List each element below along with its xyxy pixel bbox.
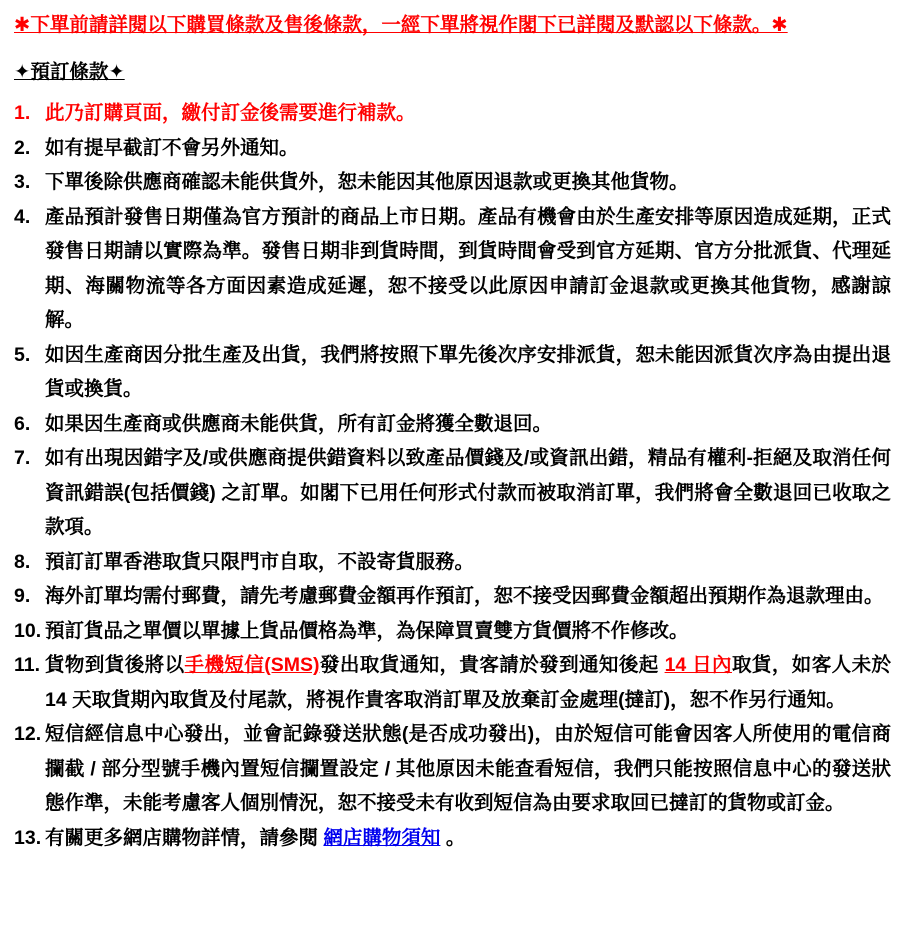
term-text: 貨物到貨後將以 (45, 654, 185, 676)
term-text: 如果因生產商或供應商未能供貨，所有訂金將獲全數退回。 (45, 412, 553, 435)
term-number: 11. (14, 654, 41, 676)
term-number: 1. (14, 102, 31, 124)
term-item (14, 165, 891, 200)
term-text: 海外訂單均需付郵費，請先考慮郵費金額再作預訂，恕不接受因郵費金額超出預期作為退款理由。 (45, 585, 884, 607)
term-text: 此乃訂購頁面，繳付訂金後需要進行補款。 (45, 102, 416, 124)
term-text: 下單後除供應商確認未能供貨外，恕未能因其他原因退款或更換其他貨物。 (45, 171, 689, 193)
term-item (14, 614, 891, 649)
term-text: 如有提早截訂不會另外通知。 (45, 136, 299, 159)
term-number: 6. (14, 412, 31, 435)
term-number: 10. (14, 619, 42, 642)
term-item (14, 200, 891, 338)
term-number: 3. (14, 171, 31, 193)
term-text: 預訂訂單香港取貨只限門市自取，不設寄貨服務。 (45, 550, 475, 573)
term-text: 產品預計發售日期僅為官方預計的商品上市日期。產品有機會由於生產安排等原因造成延期，正式發售日期請以實際為準。發售日期非到貨時間，到貨時間會受到官方延期、官方分批派貨、代理延期、海關物流等各方面因素造成延遲，恕不接受以此原因申請訂金退款或更換其他貨物，感謝諒解。 (45, 205, 891, 331)
term-text: 如有出現因錯字及/或供應商提供錯資料以致產品價錢及/或資訊出錯，精品有權利-拒絕及取消任何資訊錯誤(包括價錢) 之訂單。如閣下已用任何形式付款而被取消訂單，我們將會全數退回已收取之款項。 (45, 447, 891, 538)
red-underline-highlight: 14 日內 (664, 654, 732, 676)
term-text: 。 (440, 826, 466, 849)
term-item (14, 131, 891, 166)
term-number: 5. (14, 343, 31, 366)
term-number: 13. (14, 826, 42, 849)
term-item (14, 96, 891, 131)
section-title: ✦預訂條款✦ (14, 61, 125, 83)
term-text: 發出取貨通知，貴客請於發到通知後起 (319, 654, 665, 676)
term-text: 取貨，如客人未於 14 天取貨期內取貨及付尾款，將視作貴客取消訂單及放棄訂金處理(撻訂)，恕不作另行通知。 (45, 654, 891, 711)
term-text: 如因生產商因分批生產及出貨，我們將按照下單先後次序安排派貨，恕未能因派貨次序為由提出退貨或換貨。 (45, 343, 891, 400)
term-text: 短信經信息中心發出，並會記錄發送狀態(是否成功發出)，由於短信可能會因客人所使用的電信商攔截 / 部分型號手機內置短信攔置設定 / 其他原因未能查看短信，我們只能按照信息中心的發送狀態作準，未能考慮客人個別情況，恕不接受未有收到短信為由要求取回已撻訂的貨物或訂金。 (45, 723, 891, 814)
term-number: 9. (14, 585, 31, 607)
term-item (14, 441, 891, 545)
term-number: 2. (14, 136, 31, 159)
term-item (14, 579, 891, 614)
term-item (14, 717, 891, 821)
red-underline-highlight: 手機短信(SMS) (184, 654, 320, 676)
term-number: 12. (14, 723, 42, 745)
term-text: 預訂貨品之單價以單據上貨品價格為準，為保障買賣雙方貨價將不作修改。 (45, 619, 689, 642)
store-notice-link[interactable]: 網店購物須知 (323, 826, 441, 849)
term-item (14, 338, 891, 407)
term-text: 有關更多網店購物詳情，請參閱 (45, 826, 324, 849)
notice-header: ✱下單前請詳閱以下購買條款及售後條款，一經下單將視作閣下已詳閱及默認以下條款。✱ (14, 14, 788, 36)
term-item (14, 545, 891, 580)
term-item (14, 821, 891, 856)
terms-list (14, 96, 891, 855)
term-item (14, 648, 891, 717)
term-number: 7. (14, 447, 31, 469)
term-number: 8. (14, 550, 31, 573)
term-item (14, 407, 891, 442)
term-number: 4. (14, 205, 31, 228)
